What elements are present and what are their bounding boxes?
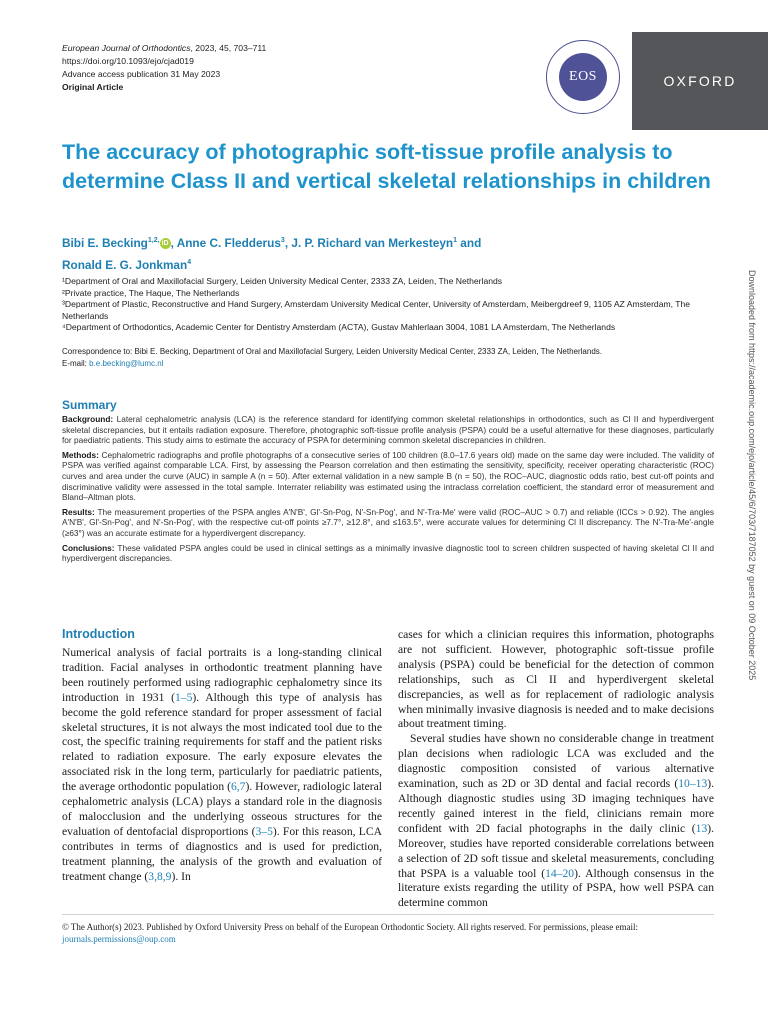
citation-link[interactable]: 1–5 [175, 690, 193, 704]
journal-meta [62, 42, 266, 94]
body-text: ). Although consensus in the literature exists regarding the utility of PSPA, how well PSPA can determine common [398, 866, 714, 910]
body-text: ). Moreover, studies have reported considerable correlations between a selection of 2D soft tissue and skeletal measurements, concluding that PSPA is a valuable tool ( [398, 821, 714, 880]
body-column-right [398, 628, 714, 911]
email-label: E-mail: [62, 358, 90, 368]
citation-link[interactable]: 3–5 [255, 824, 273, 838]
doi-link[interactable]: https://doi.org/10.1093/ejo/cjad019 [62, 56, 194, 66]
author-affil-sup: 3 [280, 237, 285, 244]
abstract-text: Cephalometric radiographs and profile photographs of a consecutive series of 100 children (8.0–17.6 years old) made on the same day were included. The validity of PSPA was verified against comparable LCA. First, by assessing the Pearson correlation and then estimating the sensitivity, specificity, receiver operating characteristic (ROC) curves and area under the curve (AUC) in sample A (n = 50). After external validation in a new sample B (n = 50), the ROC–AUC, diagnostic odds ratio, best cut-off points and discriminative validity were assessed in the total sample. Interrater reliability was estimated using the intraclass correlation coefficient, the standard error of measurement and Bland–Altman plots. [62, 449, 714, 503]
abstract-text: The measurement properties of the PSPA angles A'N'B', Gl'-Sn-Pog, N'-Sn-Pog', and N'-Tra-Me' were valid (ROC–AUC > 0.7) and reliable (ICCs > 0.92). The angles A'N'B', Gl'-Sn-Pog', and N'-Sn-Pog', with the respective cut-off points ≥7.7°, ≥12.8°, and ≤163.5°, were accurate values for determining Cl II discrepancy. The N'-Tra-Me'-angle (≥63°) was an accurate estimate for a hyperdivergent discrepancy. [62, 506, 714, 538]
citation-link[interactable]: 3,8,9 [148, 869, 172, 883]
author-affil-sup: 1 [453, 237, 458, 244]
article-type: Original Article [62, 82, 124, 92]
abstract-label: Background: [62, 414, 114, 424]
download-side-note [744, 270, 758, 870]
introduction-heading: Introduction [62, 627, 135, 641]
summary-heading: Summary [62, 398, 117, 412]
body-paragraph: cases for which a clinician requires this information, photographs are not sufficient. However, photographic soft-tissue profile analysis (PSPA) could be beneficial for the detection of common relationships, such as Cl II and hyperdivergent skeletal discrepancies, as well as for replacement of radiologic analysis when minimally invasive diagnosis is needed and to make decisions about treatment timing. [398, 628, 714, 731]
body-text: ). For this reason, LCA contributes in terms of diagnostics and is used for prediction, treatment planning, the analysis of the growth and evaluation of treatment change ( [62, 824, 382, 883]
download-note-text: Downloaded from https://academic.oup.com/ejo/article/45/6/703/7187052 by guest on 09 October 2025 [747, 270, 757, 681]
author-name[interactable]: Ronald E. G. Jonkman [62, 257, 188, 272]
orcid-icon[interactable]: iD [161, 240, 169, 248]
body-column-left [62, 646, 382, 885]
author-affil-sup: 1,2, [147, 237, 160, 244]
author-name[interactable]: Anne C. Fledderus [176, 235, 281, 250]
citation-link[interactable]: 10–13 [678, 777, 708, 791]
article-title: The accuracy of photographic soft-tissue profile analysis to determine Class II and vertical skeletal relationships in children [62, 140, 711, 193]
abstract-label: Conclusions: [62, 542, 115, 553]
abstract-label: Methods: [62, 449, 99, 460]
correspondence [62, 346, 722, 369]
journal-citation [62, 42, 266, 55]
footer-divider [62, 914, 714, 915]
affiliations [62, 276, 722, 334]
abstract-label: Results: [62, 506, 95, 517]
copyright-footer [62, 921, 712, 946]
copyright-text: © The Author(s) 2023. Published by Oxford University Press on behalf of the European Orthodontic Society. All rights reserved. For permissions, please email: [62, 922, 638, 932]
affiliation-item: ²Private practice, The Haque, The Netherlands [62, 287, 240, 298]
body-text: Several studies have shown no considerable change in treatment plan decisions when radiologic LCA was excluded and the diagnostic composition consisted of various alternative examination, such as 2D or 3D dental and facial records ( [398, 732, 714, 791]
journal-volume: , 2023, 45, 703–711 [190, 43, 267, 53]
body-text: ). In [171, 869, 191, 883]
affiliation-item: ⁴Department of Orthodontics, Academic Center for Dentistry Amsterdam (ACTA), Gustav Mahlerlaan 3004, 1081 LA Amsterdam, The Netherlands [62, 322, 616, 333]
author-conjunction: and [457, 235, 482, 250]
author-affil-sup: 4 [187, 258, 192, 266]
citation-link[interactable]: 13 [695, 821, 708, 835]
body-paragraph [398, 732, 714, 911]
eos-logo-text: EOS [559, 53, 607, 101]
author-name[interactable]: Bibi E. Becking [62, 235, 148, 250]
eos-logo [546, 40, 620, 114]
oxford-logo: OXFORD [632, 32, 768, 130]
abstract-text: Lateral cephalometric analysis (LCA) is the reference standard for identifying common skeletal relationships in orthodontics, such as Cl II and hyperdivergent skeletal discrepancies, but it entails radiation exposure. Therefore, photographic soft-tissue profile analysis (PSPA) could be a useful alternative for these diagnoses, particularly for paediatric patients. This study aims to estimate the accuracy of PSPA for determining common skeletal discrepancies in children. [62, 414, 714, 446]
abstract-background [62, 414, 714, 446]
author-list: Bibi E. Becking$^{1,2,}$ iD , Anne C. Fledderus$^3$, J. P. Richard van Merkesteyn$^1$ and Ronald E. G. Jonkman$^4$ [62, 235, 482, 272]
abstract-methods [62, 450, 714, 503]
permissions-email-link[interactable]: journals.permissions@oup.com [62, 934, 176, 945]
body-text: Numerical analysis of facial portraits is a long-standing clinical tradition. Facial analyses in orthodontic treatment planning have been routinely performed using radiographic cephalometry since its introduction in 1931 ( [62, 646, 382, 704]
affiliation-item: ¹Department of Oral and Maxillofacial Surgery, Leiden University Medical Center, 2333 ZA, Leiden, The Netherlands [62, 276, 503, 286]
body-text: ). However, radiologic lateral cephalometric analysis (LCA) plays a standard role in the diagnosis of malocclusion and the underlying osseous structures for the evaluation of dentofacial disproportions ( [62, 780, 382, 838]
body-paragraph [62, 646, 382, 885]
citation-link[interactable]: 6,7 [230, 780, 246, 794]
email-link[interactable]: b.e.becking@lumc.nl [89, 358, 164, 368]
affiliation-item: ³Department of Plastic, Reconstructive and Hand Surgery, Amsterdam University Medical Center, University of Amsterdam, Meibergdreef 9, 1105 AZ Amsterdam, The Netherlands [62, 299, 691, 321]
abstract-results [62, 507, 714, 539]
abstract-text: These validated PSPA angles could be used in clinical settings as a minimally invasive diagnostic tool to screen children suspected of having skeletal Cl II and hyperdivergent discrepancies. [62, 542, 714, 564]
abstract [62, 414, 714, 568]
journal-name: European Journal of Orthodontics [62, 43, 191, 53]
body-text: ). Although this type of analysis has become the gold reference standard for proper assessment of facial skeletal structures, it is not always the most indicated tool due to the cost, the specific training requirements for staff and the patient risks related to radiation exposure. The early exposure elevates the associated risk in the long term, particularly for paediatric patients, the average orthodontic population ( [62, 690, 382, 794]
citation-link[interactable]: 14–20 [545, 866, 575, 880]
author-name[interactable]: , J. P. Richard van Merkesteyn [284, 235, 454, 250]
body-text: ). Although diagnostic studies using 3D imaging techniques have recently gained interest in the field, clinicians remain more confident with 2D facial photographs in the daily clinic ( [398, 777, 714, 835]
abstract-conclusions [62, 543, 714, 564]
access-date: Advance access publication 31 May 2023 [62, 69, 221, 79]
correspondence-text: Correspondence to: Bibi E. Becking, Department of Oral and Maxillofacial Surgery, Leiden University Medical Center, 2333 ZA, Leiden, The Netherlands. [62, 347, 602, 356]
